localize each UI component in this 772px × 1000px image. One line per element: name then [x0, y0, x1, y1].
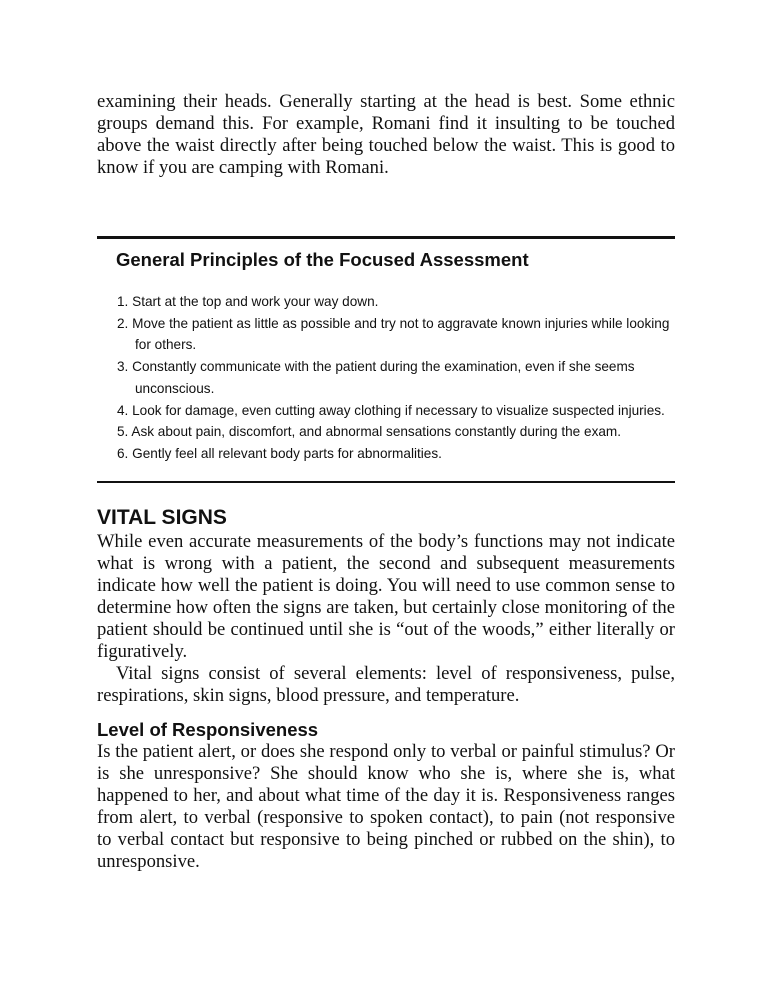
principles-list-item: [97, 313, 675, 356]
item-number: 1.: [117, 294, 129, 309]
item-number: 6.: [117, 445, 129, 461]
vital-signs-heading: VITAL SIGNS: [97, 505, 227, 529]
responsiveness-paragraph: Is the patient alert, or does she respond only to verbal or painful stimulus? Or is she unresponsive? She should know who she is, where she is, what happened to her, and about what time of the day it is. Responsiveness ranges from alert, to verbal (responsive to spoken contact), to pain (not responsive to verbal contact but responsive to being pinched or rubbed on the shin), to unresponsive.: [97, 740, 675, 872]
principles-list-item: [97, 400, 675, 422]
principles-list-item: [97, 291, 675, 313]
item-number: 3.: [117, 359, 129, 375]
principles-box: [97, 236, 675, 483]
item-text: Gently feel all relevant body parts for abnormalities.: [132, 445, 442, 461]
vital-signs-elements-paragraph: Vital signs consist of several elements: level of responsiveness, pulse, respirations, skin signs, blood pressure, and temperature.: [97, 662, 675, 706]
item-number: 5.: [117, 424, 129, 440]
principles-box-title: General Principles of the Focused Assessment: [116, 249, 529, 270]
principles-list-item: [97, 356, 675, 399]
principles-list-item: [97, 443, 675, 465]
item-text: Ask about pain, discomfort, and abnormal sensations constantly during the exam.: [131, 424, 622, 440]
item-text: Move the patient as little as possible and try not to aggravate known injuries while looking for others.: [132, 315, 670, 353]
item-number: 4.: [117, 402, 129, 418]
item-text: Constantly communicate with the patient during the examination, even if she seems unconscious.: [132, 359, 635, 396]
document-page: [97, 88, 675, 873]
responsiveness-heading: Level of Responsiveness: [97, 718, 319, 740]
principles-list-item: [97, 421, 675, 443]
item-text: Look for damage, even cutting away clothing if necessary to visualize suspected injuries.: [132, 402, 665, 418]
item-text: Start at the top and work your way down.: [132, 294, 379, 309]
vital-signs-paragraph: While even accurate measurements of the body’s functions may not indicate what is wrong with a patient, the second and subsequent measurements indicate how well the patient is doing. You will need to use common sense to determine how often the signs are taken, but certainly close monitoring of the patient should be continued until she is “out of the woods,” either literally or figuratively.: [97, 530, 675, 662]
principles-list: [97, 291, 675, 465]
item-number: 2.: [117, 315, 129, 331]
intro-paragraph: examining their heads. Generally starting at the head is best. Some ethnic groups demand this. For example, Romani find it insulting to be touched above the waist directly after being touched below the waist. This is good to know if you are camping with Romani.: [97, 91, 675, 178]
